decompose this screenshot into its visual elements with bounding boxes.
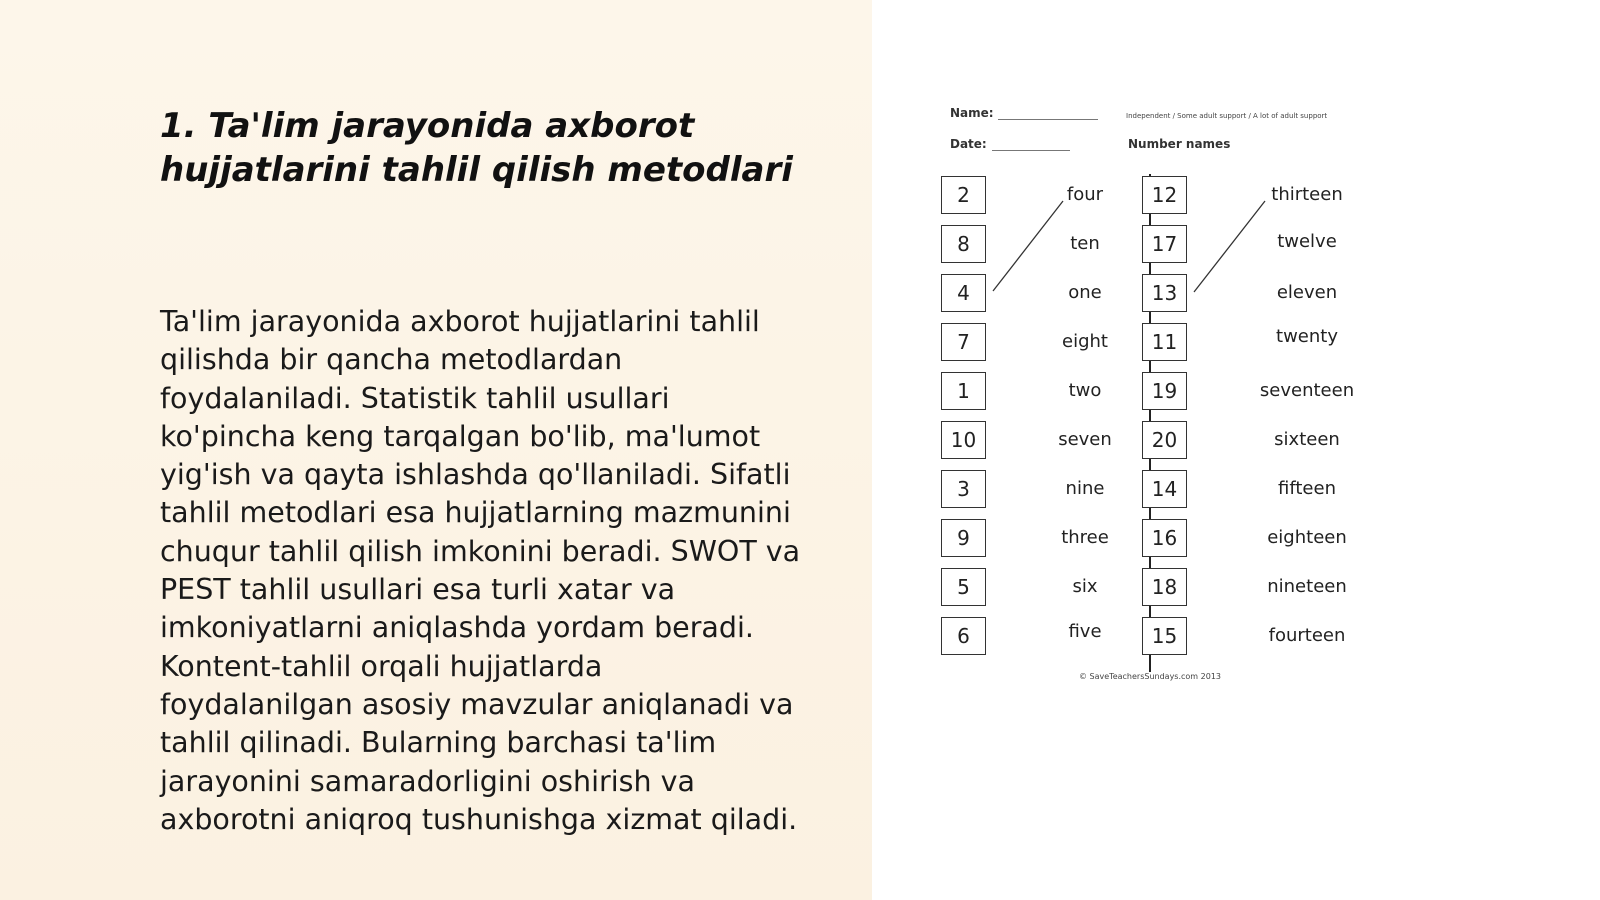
- left-number-box: 1: [941, 372, 986, 410]
- body-line: imkoniyatlarni aniqlashda yordam beradi.: [160, 611, 754, 645]
- body-line: axborotni aniqroq tushunishga xizmat qiladi.: [160, 802, 798, 836]
- left-number-word: two: [1068, 380, 1102, 401]
- right-number-box: 17: [1142, 225, 1187, 263]
- worksheet-name-label: Name:: [950, 106, 994, 120]
- left-number-word: ten: [1070, 233, 1100, 254]
- body-line: chuqur tahlil qilish imkonini beradi. SWOT va: [160, 534, 801, 568]
- left-number-box: 2: [941, 176, 986, 214]
- right-number-word: thirteen: [1271, 184, 1343, 205]
- left-number-word: three: [1061, 527, 1109, 548]
- worksheet-support-levels: Independent / Some adult support / A lot of adult support: [1126, 112, 1328, 120]
- body-line: Kontent-tahlil orqali hujjatlarda: [160, 649, 603, 683]
- body-line: tahlil qilinadi. Bularning barchasi ta'lim: [160, 726, 717, 760]
- right-number-box: 13: [1142, 274, 1187, 312]
- right-number-word: twelve: [1277, 231, 1337, 252]
- left-number-box: 3: [941, 470, 986, 508]
- left-number-word: seven: [1058, 429, 1112, 450]
- body-line: ko'pincha keng tarqalgan bo'lib, ma'lumot: [160, 419, 761, 453]
- example-match-line-left: [993, 201, 1063, 291]
- worksheet-name-line: [998, 119, 1098, 120]
- right-number-box: 20: [1142, 421, 1187, 459]
- slide-title-line-2: hujjatlarini tahlil qilish metodlari: [160, 150, 793, 190]
- body-line: PEST tahlil usullari esa turli xatar va: [160, 573, 676, 607]
- body-line: yig'ish va qayta ishlashda qo'llaniladi. Sifatli: [160, 458, 791, 492]
- right-number-word: nineteen: [1267, 576, 1347, 597]
- left-number-word: five: [1068, 621, 1102, 642]
- body-line: foydalanilgan asosiy mavzular aniqlanadi va: [160, 687, 794, 721]
- right-number-box: 11: [1142, 323, 1187, 361]
- left-number-box: 8: [941, 225, 986, 263]
- right-number-box: 19: [1142, 372, 1187, 410]
- right-number-word: fourteen: [1268, 625, 1346, 646]
- worksheet-copyright: © SaveTeachersSundays.com 2013: [1078, 672, 1221, 681]
- right-number-word: twenty: [1276, 326, 1338, 347]
- left-number-box: 6: [941, 617, 986, 655]
- worksheet-date-label: Date:: [950, 137, 987, 151]
- right-number-box: 16: [1142, 519, 1187, 557]
- right-number-word: eighteen: [1267, 527, 1347, 548]
- body-line: Ta'lim jarayonida axborot hujjatlarini tahlil: [160, 305, 760, 338]
- right-number-box: 14: [1142, 470, 1187, 508]
- left-number-word: nine: [1065, 478, 1105, 499]
- left-number-word: four: [1066, 184, 1104, 205]
- left-number-box: 9: [941, 519, 986, 557]
- slide-title-line-1: 1. Ta'lim jarayonida axborot: [160, 106, 695, 146]
- slide-body-text: [160, 303, 850, 839]
- body-line: tahlil metodlari esa hujjatlarning mazmunini: [160, 496, 791, 530]
- left-number-box: 5: [941, 568, 986, 606]
- number-names-worksheet-image: [950, 100, 1410, 710]
- body-line: qilishda bir qancha metodlardan: [160, 343, 623, 377]
- right-number-word: sixteen: [1274, 429, 1340, 450]
- body-line: jarayonini samaradorligini oshirish va: [160, 764, 695, 798]
- left-number-box: 10: [941, 421, 986, 459]
- right-number-box: 15: [1142, 617, 1187, 655]
- right-number-word: eleven: [1276, 282, 1338, 303]
- example-match-line-right: [1194, 201, 1265, 292]
- left-number-box: 7: [941, 323, 986, 361]
- worksheet-heading: Number names: [1128, 137, 1231, 151]
- body-line: foydalaniladi. Statistik tahlil usullari: [160, 381, 670, 415]
- worksheet-date-line: [992, 150, 1070, 151]
- right-number-box: 18: [1142, 568, 1187, 606]
- left-number-word: eight: [1062, 331, 1108, 352]
- slide-title: [160, 104, 840, 192]
- left-number-word: one: [1068, 282, 1102, 303]
- right-number-word: seventeen: [1259, 380, 1355, 401]
- left-number-word: six: [1072, 576, 1098, 597]
- right-number-box: 12: [1142, 176, 1187, 214]
- left-number-box: 4: [941, 274, 986, 312]
- right-number-word: fifteen: [1278, 478, 1336, 499]
